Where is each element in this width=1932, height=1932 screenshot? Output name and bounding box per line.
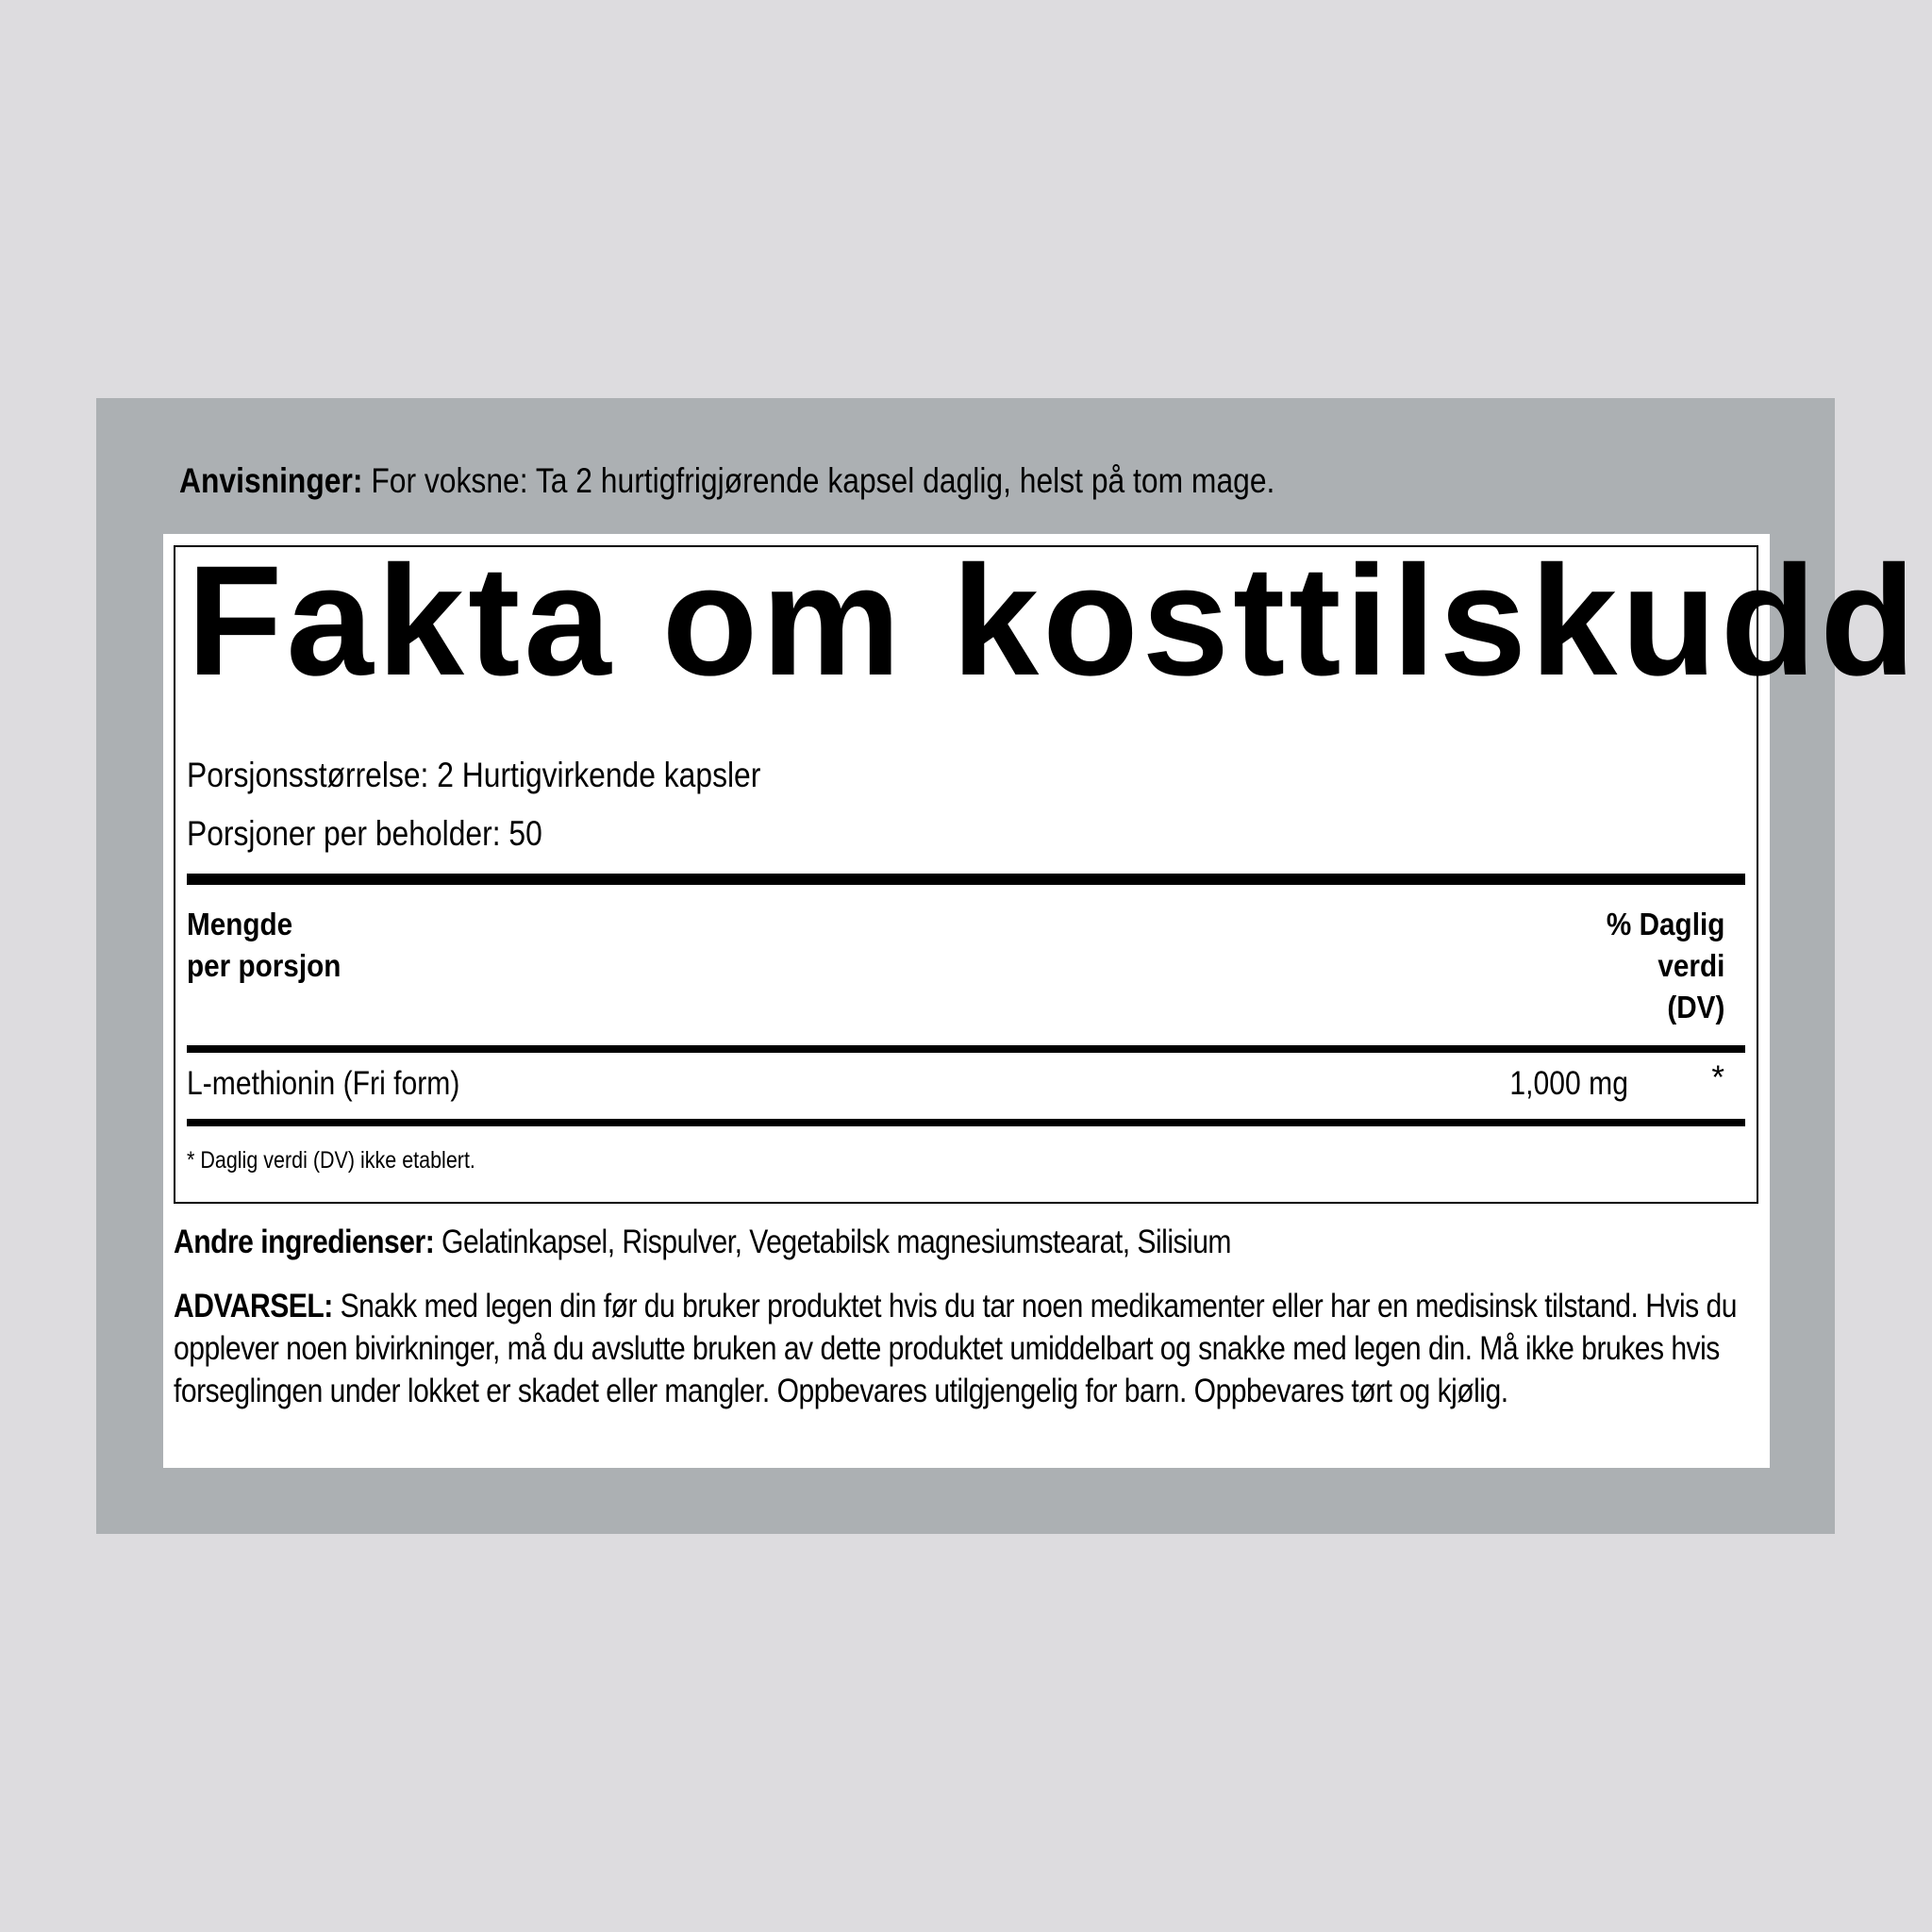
other-ingredients-text: Gelatinkapsel, Rispulver, Vegetabilsk magnesiumstearat, Silisium: [434, 1224, 1231, 1260]
directions-label: Anvisninger:: [179, 461, 363, 500]
ingredient-dv: *: [1711, 1059, 1724, 1096]
header-daily-value: [1607, 904, 1724, 1028]
ingredient-name: L-methionin (Fri form): [187, 1065, 460, 1102]
header-dv-line3: (DV): [1666, 990, 1724, 1024]
directions-text: For voksne: Ta 2 hurtigfrigjørende kapsel daglig, helst på tom mage.: [362, 461, 1275, 500]
header-amount-line2: per porsjon: [187, 948, 341, 983]
supplement-facts-box: [174, 534, 1920, 1204]
serving-size: Porsjonsstørrelse: 2 Hurtigvirkende kapsler: [187, 756, 761, 794]
warning-text: Snakk med legen din før du bruker produktet hvis du tar noen medikamenter eller har en medisinsk tilstand. Hvis du opplever noen bivirkninger, må du avslutte bruken av dette produktet umiddelbart og snakke med legen din. Må ikke brukes hvis forseglingen under lokket er skadet eller mangler. Oppbevares utilgjengelig for barn. Oppbevares tørt og kjølig.: [174, 1288, 1737, 1409]
header-dv-line2: verdi: [1657, 948, 1724, 983]
header-dv-line1: % Daglig: [1606, 907, 1724, 941]
directions: [179, 457, 1274, 506]
divider-middle: [187, 1045, 1745, 1053]
other-ingredients-label: Andre ingredienser:: [174, 1224, 435, 1260]
other-ingredients: [174, 1221, 1764, 1263]
warning: [174, 1285, 1758, 1412]
thick-divider-top: [187, 874, 1745, 885]
servings-per-container: Porsjoner per beholder: 50: [187, 814, 542, 853]
warning-label: ADVARSEL:: [174, 1288, 333, 1324]
divider-bottom: [187, 1119, 1745, 1126]
ingredient-amount: 1,000 mg: [1509, 1065, 1628, 1102]
facts-title: Fakta om kosttilskudd: [187, 534, 1920, 708]
header-amount-line1: Mengde: [187, 907, 293, 941]
header-amount: [187, 904, 341, 987]
dv-footnote: * Daglig verdi (DV) ikke etablert.: [187, 1147, 475, 1174]
